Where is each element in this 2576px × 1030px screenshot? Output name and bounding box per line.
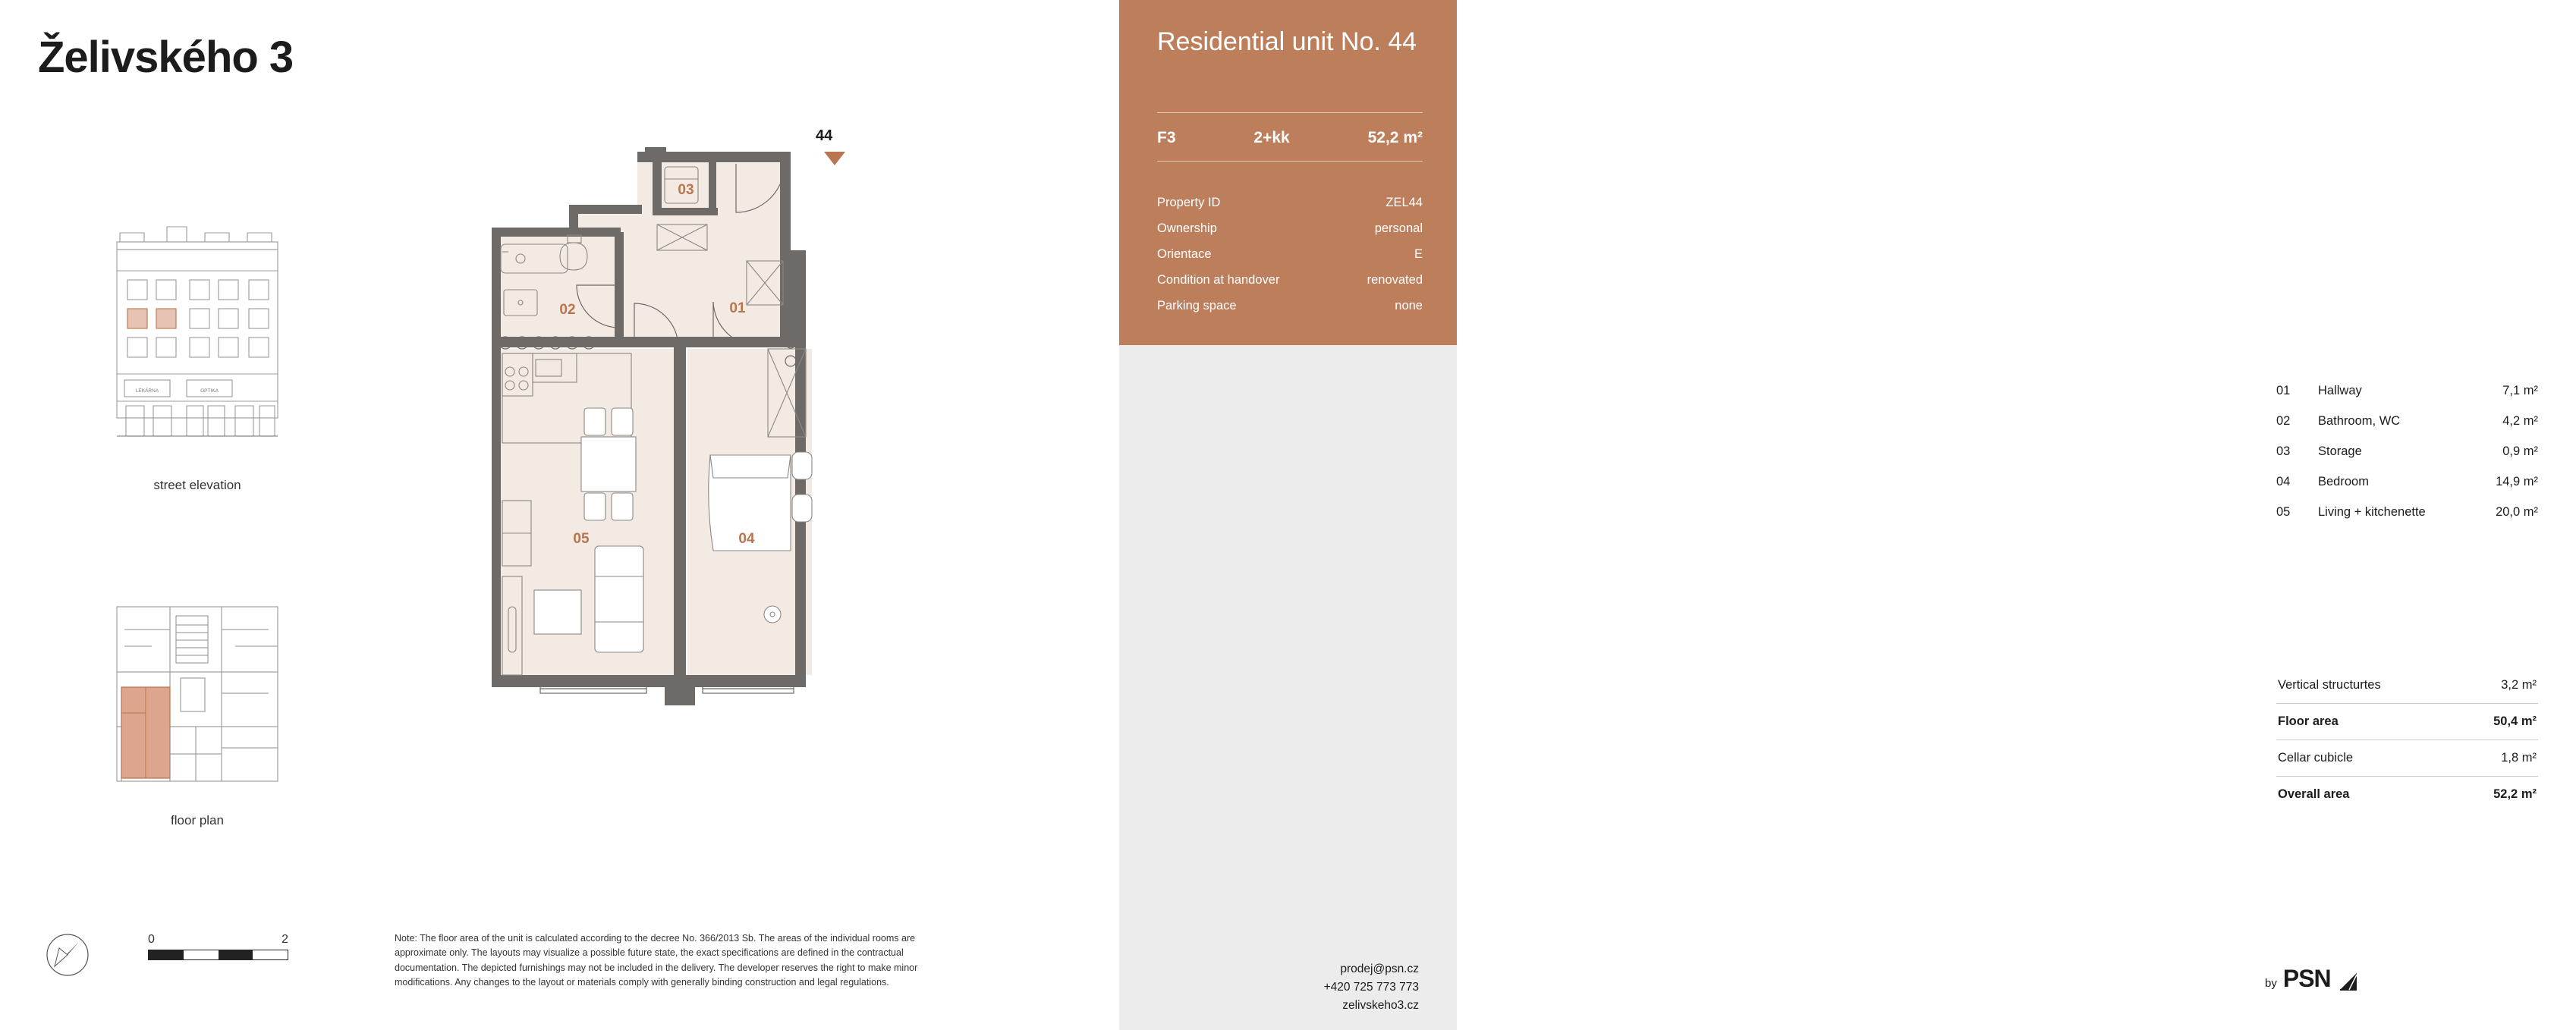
meta-value: none [1395,298,1423,312]
compass-north-icon [44,931,91,978]
divider [1157,161,1423,162]
unit-spec-row [1157,129,1423,147]
meta-row [1157,215,1423,241]
room-number: 04 [2276,474,2291,488]
meta-label: Parking space [1157,298,1237,312]
meta-row [1157,241,1423,267]
scale-min-label: 0 [148,933,155,946]
meta-label: Ownership [1157,221,1217,235]
building-floor-plan-mini [106,599,288,800]
total-row [2276,667,2538,703]
total-label: Floor area [2278,714,2339,728]
total-value: 3,2 m² [2501,678,2537,692]
meta-row [1157,190,1423,215]
room-schedule [2238,375,2576,527]
meta-value: ZEL44 [1386,195,1423,209]
unit-floor: F3 [1157,129,1176,146]
room-name: Living + kitchenette [2318,504,2426,519]
room-area: 4,2 m² [2502,413,2538,428]
unit-layout: 2+kk [1253,129,1290,146]
total-row [2276,740,2538,776]
room-name: Bedroom [2318,474,2369,488]
total-label: Cellar cubicle [2278,751,2354,765]
table-row [2238,375,2576,406]
page-title: Želivského 3 [38,33,294,82]
contact-web[interactable]: zelivskeho3.cz [1342,999,1419,1013]
psn-sail-icon [2337,970,2360,993]
area-totals [2276,667,2538,812]
meta-label: Orientace [1157,247,1212,261]
room-label-04: 04 [738,531,755,547]
room-number: 01 [2276,383,2291,397]
total-row [2276,777,2538,812]
unit-area: 52,2 m² [1367,129,1423,146]
room-name: Bathroom, WC [2318,413,2401,428]
meta-value: E [1414,247,1423,261]
total-label: Vertical structurtes [2278,678,2381,692]
room-area: 20,0 m² [2496,504,2538,519]
room-label-02: 02 [559,302,576,318]
meta-value: renovated [1367,272,1423,287]
scale-bar [148,933,288,960]
shop-sign-right: OPTIKA [200,388,219,394]
info-panel [1119,0,2538,1030]
unit-entry-number: 44 [816,127,833,144]
scale-max-label: 2 [282,933,288,946]
table-row [2238,436,2576,466]
room-label-03: 03 [678,182,694,198]
apartment-floorplan [486,121,911,849]
contact-phone[interactable]: +420 725 773 773 [1323,981,1419,994]
floor-plan-caption: floor plan [171,813,224,827]
room-label-01: 01 [729,300,746,316]
room-name: Hallway [2318,383,2362,397]
psn-logo [2265,965,2360,993]
divider [1157,112,1423,113]
total-value: 1,8 m² [2501,751,2537,765]
room-label-05: 05 [573,531,590,547]
contact-email[interactable]: prodej@psn.cz [1340,962,1419,975]
room-area: 14,9 m² [2496,474,2538,488]
logo-prefix: by [2265,977,2277,990]
table-row [2238,497,2576,527]
street-elevation-drawing [114,216,281,455]
room-number: 02 [2276,413,2291,428]
legal-note: Note: The floor area of the unit is calculated according to the decree No. 366/2013 Sb. The areas of the individual rooms are approximate only. The layouts may visualize a possible future state, the exact specifications are defined in the contractual documentation. The depicted furnishings may not be included in the delivery. The developer reserves the right to make minor modifications. Any changes to the layout or materials comply with generally binding construction and legal regulations. [395,933,918,988]
table-row [2238,406,2576,436]
meta-label: Property ID [1157,195,1221,209]
total-label: Overall area [2278,787,2350,801]
logo-wordmark: PSN [2282,965,2331,992]
room-number: 03 [2276,444,2291,458]
room-area: 7,1 m² [2502,383,2538,397]
info-panel-header [1119,0,1457,345]
room-area: 0,9 m² [2502,444,2538,458]
unit-meta-list [1157,190,1423,319]
street-elevation-caption: street elevation [153,478,241,492]
meta-row [1157,267,1423,293]
meta-label: Condition at handover [1157,272,1280,287]
table-row [2238,466,2576,497]
total-value: 50,4 m² [2493,714,2537,728]
shop-sign-left: LÉKÁRNA [135,388,159,394]
total-value: 52,2 m² [2493,787,2537,801]
meta-row [1157,293,1423,319]
contact-block [1324,960,1419,1015]
unit-heading: Residential unit No. 44 [1157,27,1417,56]
room-name: Storage [2318,444,2362,458]
room-number: 05 [2276,504,2291,519]
total-row [2276,704,2538,740]
meta-value: personal [1374,221,1423,235]
